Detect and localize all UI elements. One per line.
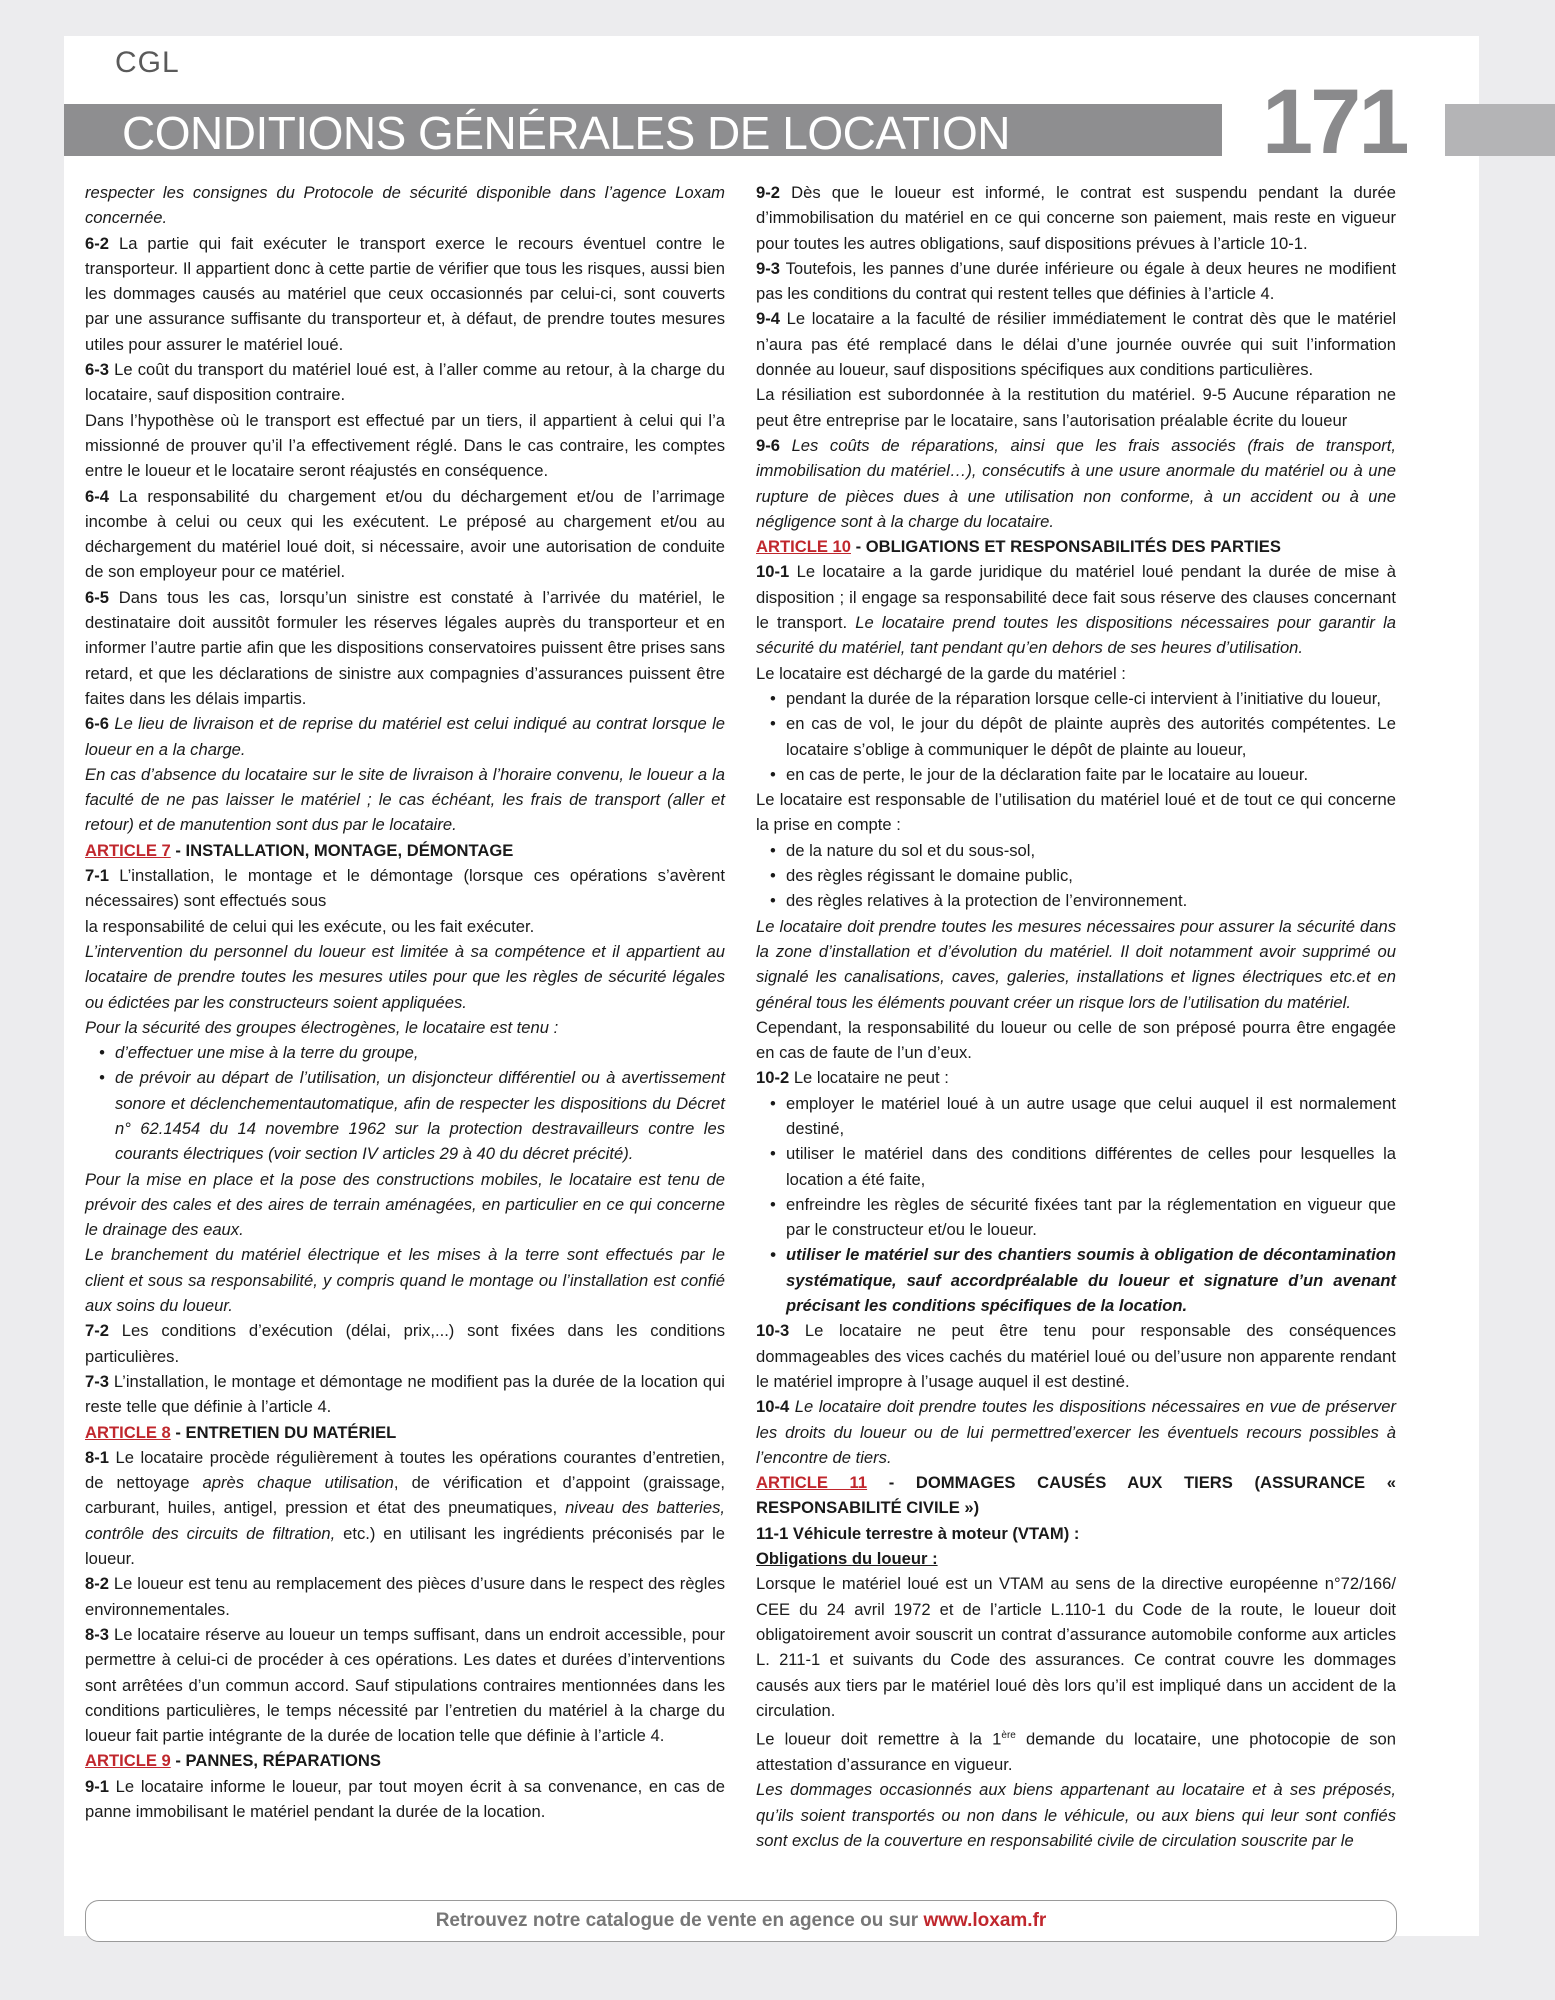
- paragraph: Lorsque le matériel loué est un VTAM au sens de la directive européenne n°72/166/ CEE du 24 avril 1972 et de l’article L.110-1 du Code de la route, le loueur doit obligatoirement avoir souscrit un contrat d’assurance automobile conforme aux articles L. 211-1 et suivants du Code des assurances. Ce contrat couvre les dommages causés aux tiers par le matériel loué dès lors qu’il est impliqué dans un accident de la circulation.: [756, 1574, 1396, 1720]
- page-title: CONDITIONS GÉNÉRALES DE LOCATION: [122, 107, 1010, 159]
- bullet-list: [756, 838, 1396, 914]
- list-item: • employer le matériel loué à un autre usage que celui auquel il est normalement destiné,: [770, 1091, 1396, 1142]
- paragraph: 6-4 La responsabilité du chargement et/ou du déchargement et/ou de l’arrimage incombe à celui ou ceux qui les exécutent. Le préposé au chargement et/ou au déchargement du matériel loué doit, si nécessaire, avoir une autorisation de conduite de son employeur pour ce matériel.: [85, 486, 725, 582]
- bullet-list: [756, 686, 1396, 787]
- article-10-heading: ARTICLE 10 - OBLIGATIONS ET RESPONSABILITÉS DES PARTIES: [756, 537, 1281, 557]
- list-item: • d’effectuer une mise à la terre du groupe,: [99, 1040, 725, 1065]
- paragraph: 10-4 Le locataire doit prendre toutes les dispositions nécessaires en vue de préserver les droits du loueur ou de lui permettred’exercer les éventuels recours possibles à l’encontre de tiers.: [756, 1397, 1396, 1467]
- paragraph: 9-6 Les coûts de réparations, ainsi que les frais associés (frais de transport, immobilisation du matériel…), consécutifs à une usure anormale du matériel ou à une rupture de pièces dues à une utilisation non conforme, à un accident ou à une négligence sont à la charge du locataire.: [756, 435, 1396, 531]
- paragraph: Dans l’hypothèse où le transport est effectué par un tiers, il appartient à celui qui l’a missionné de prouver qu’il l’a effectivement réglé. Dans le cas contraire, les comptes entre le loueur et le locataire seront réajustés en conséquence.: [85, 410, 725, 481]
- paragraph: Les dommages occasionnés aux biens appartenant au locataire et à ses préposés, qu’ils soient transportés ou non dans le véhicule, ou aux biens qui leur sont confiés sont exclus de la couverture en responsabilité civile de circulation souscrite par le: [756, 1780, 1396, 1850]
- paragraph: 10-1 Le locataire a la garde juridique du matériel loué pendant la durée de mise à disposition ; il engage sa responsabilité dece fait sous réserve des clauses concernant le transport. Le locataire prend toutes les dispositions nécessaires pour garantir la sécurité du matériel, tant pendant qu’en dehors de ses heures d’utilisation.: [756, 562, 1396, 658]
- title-bar: [64, 104, 1222, 159]
- list-item: • de la nature du sol et du sous-sol,: [770, 838, 1396, 863]
- right-column: [756, 180, 1396, 1853]
- paragraph: 8-1 Le locataire procède régulièrement à toutes les opérations courantes d’entretien, de nettoyage après chaque utilisation, de vérification et d’appoint (graissage, carburant, huiles, antigel, pression et état des pneumatiques, niveau des batteries, contrôle des circuits de filtration, etc.) en utilisant les ingrédients préconisés par le loueur.: [85, 1447, 726, 1569]
- page-number: 171: [1262, 71, 1407, 173]
- list-item: • de prévoir au départ de l’utilisation, un disjoncteur différentiel ou à avertissement sonore et déclenchementautomatique, afin de respecter les dispositions du Décret n° 62.1454 du 14 novembre 1962 sur la protection destravailleurs contre les courants électriques (voir section IV articles 29 à 40 du décret précité).: [99, 1065, 725, 1166]
- subheading: 11-1 Véhicule terrestre à moteur (VTAM) :: [756, 1523, 1080, 1543]
- paragraph: la responsabilité de celui qui les exécute, ou les fait exécuter.: [85, 916, 535, 936]
- paragraph: Le locataire doit prendre toutes les mesures nécessaires pour assurer la sécurité dans la zone d’installation et d’évolution du matériel. Il doit notamment avoir supprimé ou signalé les canalisations, caves, galeries, installations et lignes électriques etc.et en général tous les éléments pouvant créer un risque lors de l’utilisation du matériel.: [756, 916, 1396, 1012]
- list-item: • des règles régissant le domaine public,: [770, 863, 1396, 888]
- paragraph: La résiliation est subordonnée à la restitution du matériel. 9-5 Aucune réparation ne peut être entreprise par le locataire, sans l’autorisation préalable écrite du loueur: [756, 385, 1396, 430]
- bullet-list: [85, 1040, 725, 1166]
- paragraph: 9-1 Le locataire informe le loueur, par tout moyen écrit à sa convenance, en cas de panne immobilisant le matériel pendant la durée de la location.: [85, 1776, 725, 1821]
- section-label: CGL: [115, 46, 180, 79]
- paragraph: Pour la mise en place et la pose des constructions mobiles, le locataire est tenu de prévoir des cales et des aires de terrain aménagées, en particulier en ce qui concerne le drainage des eaux.: [85, 1169, 725, 1240]
- paragraph: 8-2 Le loueur est tenu au remplacement des pièces d’usure dans le respect des règles environnementales.: [85, 1574, 725, 1619]
- subheading: Obligations du loueur :: [756, 1549, 938, 1569]
- footer-text: Retrouvez notre catalogue de vente en agence ou sur: [435, 1910, 924, 1931]
- paragraph: Cependant, la responsabilité du loueur ou celle de son préposé pourra être engagée en cas de faute de l’un d’eux.: [756, 1017, 1396, 1063]
- paragraph: 6-6 Le lieu de livraison et de reprise du matériel est celui indiqué au contrat lorsque le loueur en a la charge.: [85, 714, 725, 759]
- paragraph: respecter les consignes du Protocole de sécurité disponible dans l’agence Loxam concernée.: [85, 183, 725, 228]
- list-item: • des règles relatives à la protection de l’environnement.: [770, 888, 1396, 913]
- footer-link[interactable]: www.loxam.fr: [923, 1910, 1047, 1931]
- paragraph: Le branchement du matériel électrique et les mises à la terre sont effectués par le client et sous sa responsabilité, y compris quand le montage ou l’installation est confié aux soins du loueur.: [85, 1245, 725, 1316]
- list-item: • en cas de perte, le jour de la déclaration faite par le locataire au loueur.: [770, 762, 1396, 787]
- bullet-list: [756, 1242, 1396, 1318]
- paragraph: 6-2 La partie qui fait exécuter le transport exerce le recours éventuel contre le transporteur. Il appartient donc à cette partie de vérifier que tous les risques, aussi bien les dommages causés au matériel que ceux occasionnés par celui-ci, sont couverts par une assurance suffisante du transporteur et, à défaut, de prendre toutes mesures utiles pour assurer le matériel loué.: [85, 233, 725, 354]
- paragraph: Pour la sécurité des groupes électrogènes, le locataire est tenu :: [85, 1017, 559, 1037]
- bullet-list: [756, 1091, 1396, 1243]
- list-item: • pendant la durée de la réparation lorsque celle-ci intervient à l’initiative du loueur,: [770, 686, 1396, 711]
- title-bar-right: [1445, 104, 1555, 156]
- paragraph: En cas d’absence du locataire sur le site de livraison à l’horaire convenu, le loueur a la faculté de ne pas laisser le matériel ; le cas échéant, les frais de transport (aller et retour) et de manutention sont dus par le locataire.: [85, 764, 725, 835]
- footer-banner: [85, 1900, 1397, 1942]
- paragraph: Le loueur doit remettre à la 1ère demande du locataire, une photocopie de son attestation d’assurance en vigueur.: [756, 1729, 1396, 1774]
- paragraph: 6-5 Dans tous les cas, lorsqu’un sinistre est constaté à l’arrivée du matériel, le destinataire doit aussitôt formuler les réserves légales auprès du transporteur et en informer l’autre partie afin que les dispositions conservatoires puissent être prises sans retard, et que les déclarations de sinistre aux compagnies d’assurances puissent être faites dans les délais impartis.: [85, 587, 725, 708]
- paragraph: 10-3 Le locataire ne peut être tenu pour responsable des conséquences dommageables des vices cachés du matériel loué ou del’usure non apparente rendant le matériel impropre à l’usage auquel il est destiné.: [756, 1321, 1396, 1391]
- paragraph: 6-3 Le coût du transport du matériel loué est, à l’aller comme au retour, à la charge du locataire, sauf disposition contraire.: [85, 360, 725, 405]
- list-item: • utiliser le matériel dans des conditions différentes de celles pour lesquelles la location a été faite,: [770, 1141, 1396, 1192]
- article-8-heading: ARTICLE 8 - ENTRETIEN DU MATÉRIEL: [85, 1422, 397, 1442]
- paragraph: 7-3 L’installation, le montage et démontage ne modifient pas la durée de la location qui reste telle que définie à l’article 4.: [85, 1371, 725, 1417]
- paragraph: Le locataire est responsable de l’utilisation du matériel loué et de tout ce qui concerne la prise en compte :: [756, 790, 1396, 835]
- left-column: [85, 180, 725, 1824]
- list-item: • en cas de vol, le jour du dépôt de plainte auprès des autorités compétentes. Le locataire s’oblige à communiquer le dépôt de plainte au loueur,: [770, 711, 1396, 762]
- paragraph: 8-3 Le locataire réserve au loueur un temps suffisant, dans un endroit accessible, pour permettre à celui-ci de procéder à ces opérations. Les dates et durées d’interventions sont arrêtées d’un commun accord. Sauf stipulations contraires mentionnées dans les conditions particulières, le temps nécessité par l’entretien du matériel à la charge du loueur fait partie intégrante de la durée de location telle que définie à l’article 4.: [85, 1624, 725, 1746]
- paragraph: Le locataire est déchargé de la garde du matériel :: [756, 663, 1126, 683]
- paragraph: 7-1 L’installation, le montage et le démontage (lorsque ces opérations s’avèrent nécessaires) sont effectués sous: [85, 866, 725, 911]
- list-item: • enfreindre les règles de sécurité fixées tant par la réglementation en vigueur que par le constructeur et/ou le loueur.: [770, 1192, 1396, 1243]
- article-9-heading: ARTICLE 9 - PANNES, RÉPARATIONS: [85, 1751, 381, 1771]
- article-7-heading: ARTICLE 7 - INSTALLATION, MONTAGE, DÉMONTAGE: [85, 840, 514, 860]
- article-11-heading: ARTICLE 11 - DOMMAGES CAUSÉS AUX TIERS (ASSURANCE « RESPONSABILITÉ CIVILE »): [756, 1473, 1396, 1518]
- paragraph: 7-2 Les conditions d’exécution (délai, prix,...) sont fixées dans les conditions particulières.: [85, 1321, 725, 1366]
- list-item: • utiliser le matériel sur des chantiers soumis à obligation de décontamination systématique, sauf accordpréalable du loueur et signature d’un avenant précisant les conditions spécifiques de la location.: [770, 1242, 1396, 1318]
- paragraph: 9-4 Le locataire a la faculté de résilier immédiatement le contrat dès que le matériel n’aura pas été remplacé dans le délai d’une journée ouvrée qui suit l’information donnée au loueur, sauf dispositions spécifiques aux conditions particulières.: [756, 309, 1396, 380]
- paragraph: 10-2 Le locataire ne peut :: [756, 1068, 949, 1088]
- paragraph: L’intervention du personnel du loueur est limitée à sa compétence et il appartient au locataire de prendre toutes les mesures utiles pour que les règles de sécurité légales ou édictées par les constructeurs soient appliquées.: [85, 941, 725, 1012]
- paragraph: 9-2 Dès que le loueur est informé, le contrat est suspendu pendant la durée d’immobilisation du matériel en ce qui concerne son paiement, mais reste en vigueur pour toutes les autres obligations, sauf dispositions prévues à l’article 10-1.: [756, 183, 1396, 253]
- paragraph: 9-3 Toutefois, les pannes d’une durée inférieure ou égale à deux heures ne modifient pas les conditions du contrat qui restent telles que définies à l’article 4.: [756, 258, 1396, 304]
